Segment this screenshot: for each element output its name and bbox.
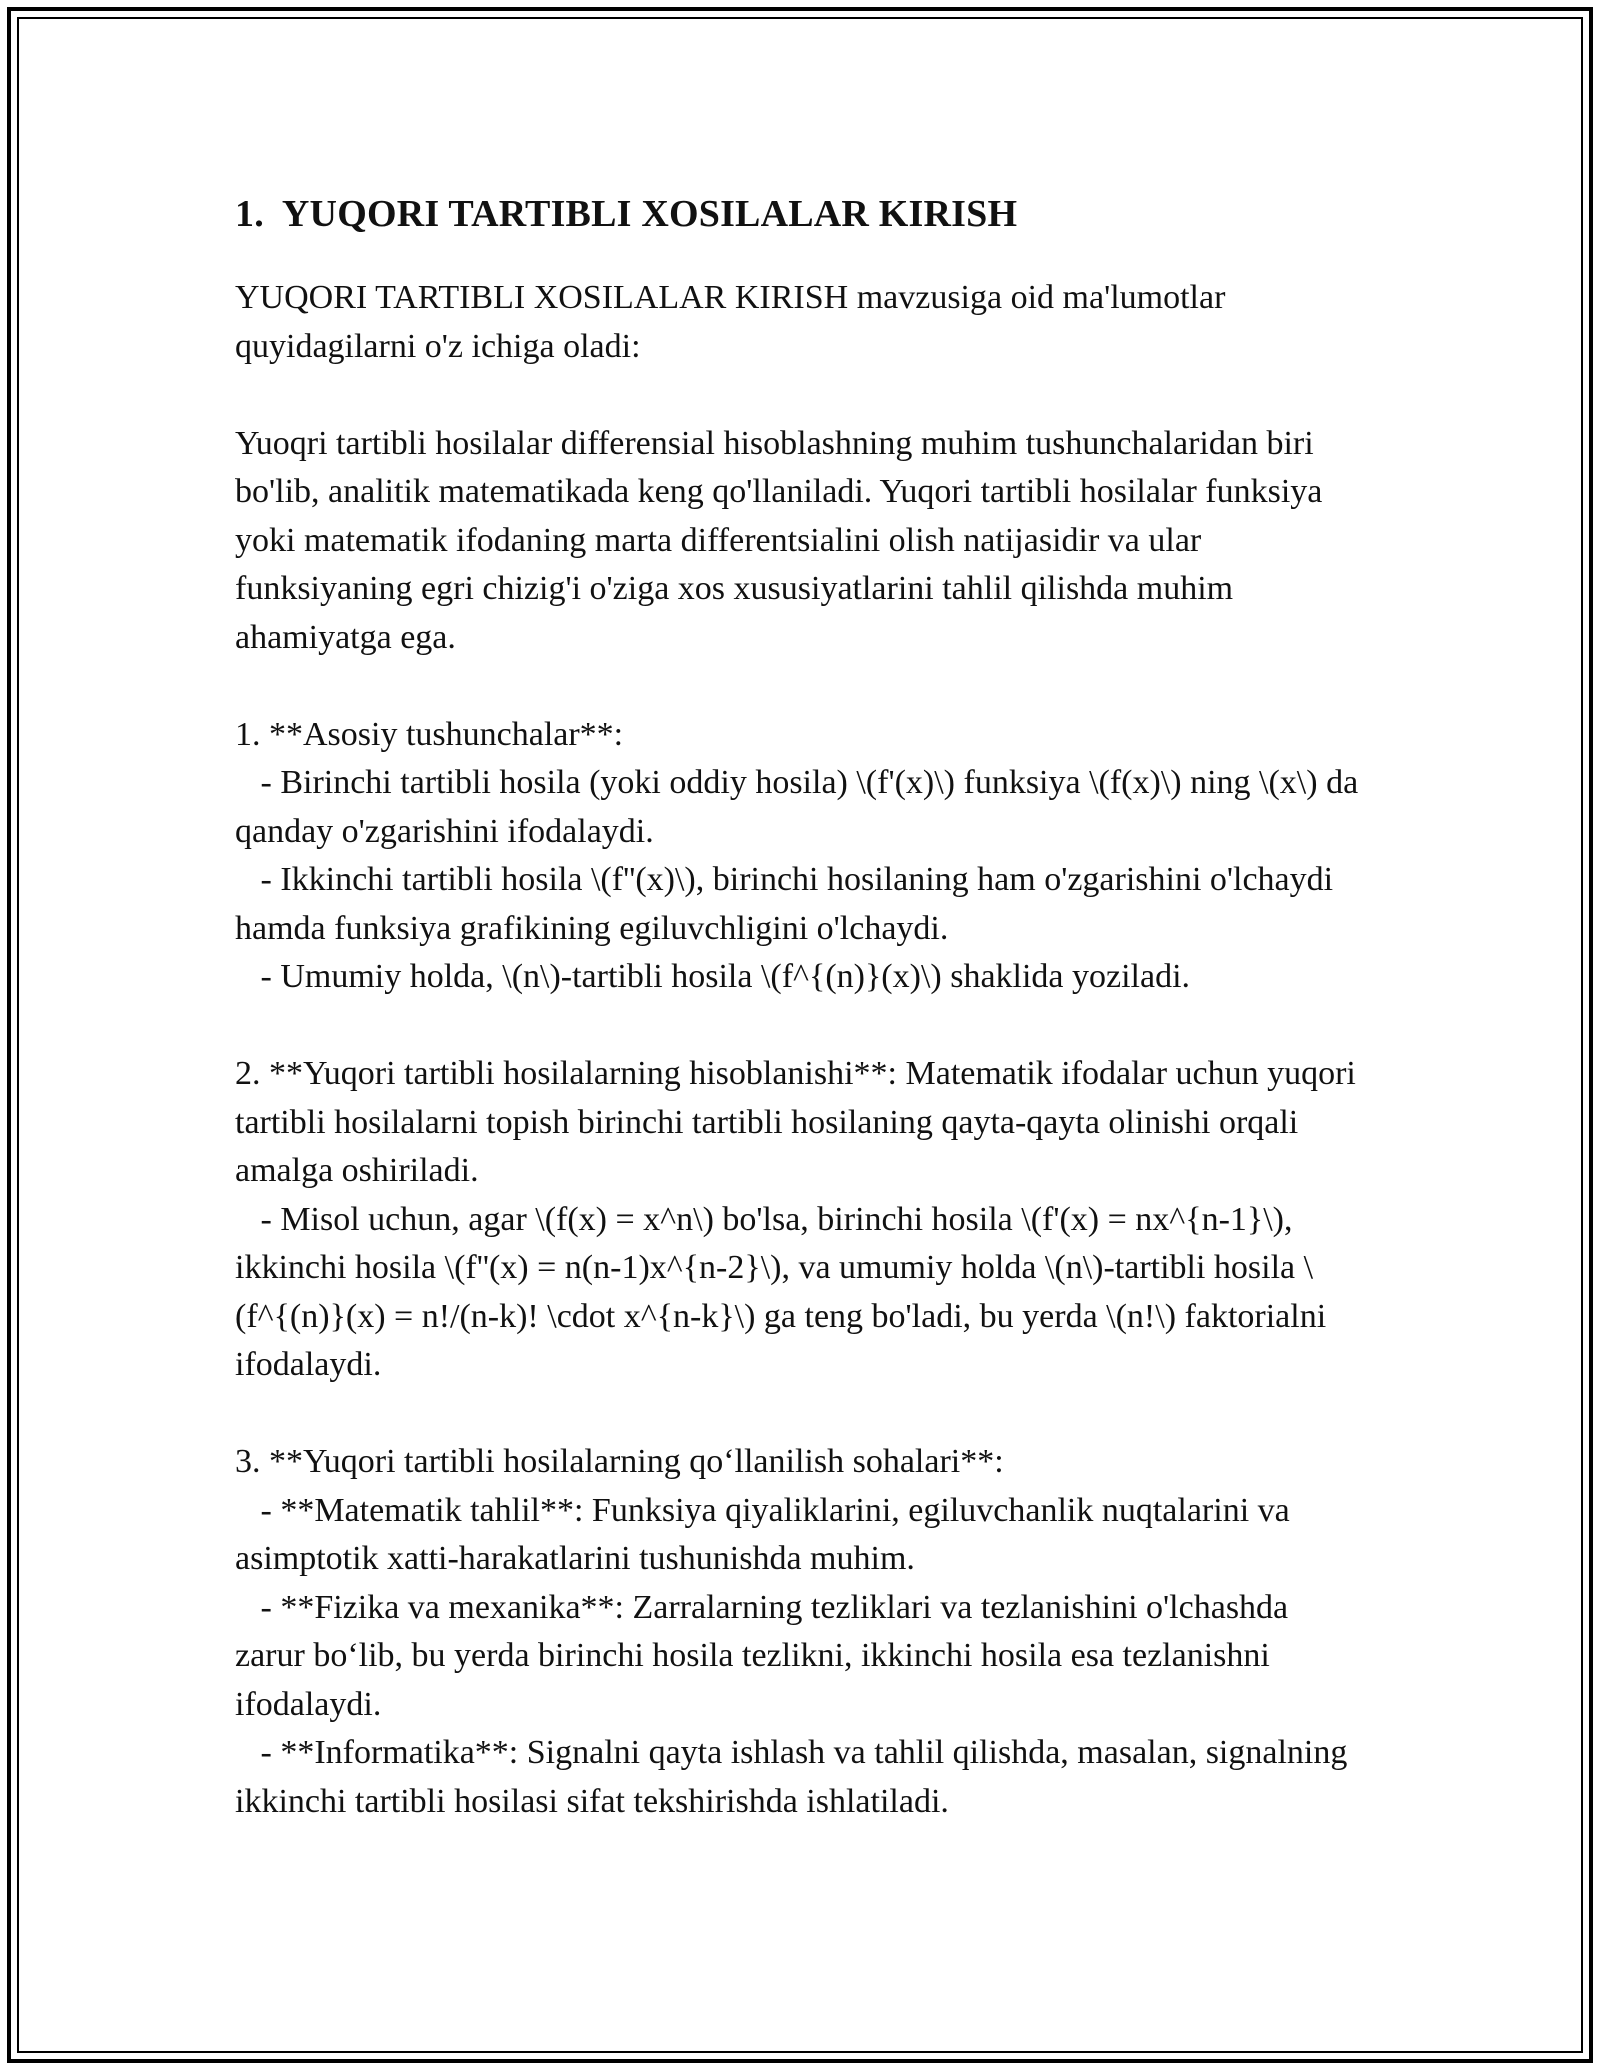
section-3-bullet: - **Informatika**: Signalni qayta ishlash va tahlil qilishda, masalan, signalning ikkinchi tartibli hosilasi sifat tekshirishda ishlatiladi. bbox=[235, 1734, 1356, 1820]
page-title bbox=[235, 186, 1365, 242]
body-paragraph: Yuoqri tartibli hosilalar differensial hisoblashning muhim tushunchalaridan biri bo'lib, analitik matematikada keng qo'llaniladi. Yuqori tartibli hosilalar funksiya yoki matematik ifodaning marta differentsialini olish natijasidir va ular funksiyaning egri chizig'i o'ziga xos xususiyatlarini tahlil qilishda muhim ahamiyatga ega. bbox=[235, 424, 1331, 656]
section-1-bullet: - Birinchi tartibli hosila (yoki oddiy hosila) \(f'(x)\) funksiya \(f(x)\) ning \(x\) da qanday o'zgarishini ifodalaydi. bbox=[235, 764, 1367, 850]
section-2-heading: 2. **Yuqori tartibli hosilalarning hisoblanishi**: Matematik ifodalar uchun yuqori tartibli hosilalarni topish birinchi tartibli hosilaning qayta-qayta olinishi orqali amalga oshiriladi. bbox=[235, 1055, 1365, 1189]
paragraph-gap bbox=[235, 1390, 1365, 1439]
title-number: 1. bbox=[235, 193, 264, 235]
section-3-heading: 3. **Yuqori tartibli hosilalarning qo‘llanilish sohalari**: bbox=[235, 1443, 1004, 1480]
section-1-heading: 1. **Asosiy tushunchalar**: bbox=[235, 715, 624, 753]
title-text: YUQORI TARTIBLI XOSILALAR KIRISH bbox=[281, 193, 1018, 235]
section-1-bullet: - Ikkinchi tartibli hosila \(f''(x)\), birinchi hosilaning ham o'zgarishini o'lchaydi hamda funksiya grafikining egiluvchligini o'lchaydi. bbox=[235, 861, 1342, 947]
document-content bbox=[235, 186, 1365, 1826]
paragraph-gap bbox=[235, 662, 1365, 711]
section-2-bullet: - Misol uchun, agar \(f(x) = x^n\) bo'lsa, birinchi hosila \(f'(x) = nx^{n-1}\), ikkinchi hosila \(f''(x) = n(n-1)x^{n-2}\), va umumiy holda \(n\)-tartibli hosila \(f^{(n)}(x) = n!/(n-k)! \cdot x^{n-k}\) ga teng bo'ladi, bu yerda \(n!\) faktorialni ifodalaydi. bbox=[235, 1200, 1335, 1383]
section-1-bullet: - Umumiy holda, \(n\)-tartibli hosila \(f^{(n)}(x)\) shaklida yoziladi. bbox=[235, 958, 1191, 995]
section-3-bullet: - **Matematik tahlil**: Funksiya qiyaliklarini, egiluvchanlik nuqtalarini va asimptotik xatti-harakatlarini tushunishda muhim. bbox=[235, 1491, 1299, 1577]
intro-paragraph: YUQORI TARTIBLI XOSILALAR KIRISH mavzusiga oid ma'lumotlar quyidagilarni o'z ichiga oladi: bbox=[235, 279, 1234, 365]
paragraph-gap bbox=[235, 1002, 1365, 1051]
paragraph-gap bbox=[235, 371, 1365, 420]
section-3-bullet: - **Fizika va mexanika**: Zarralarning tezliklari va tezlanishini o'lchashda zarur bo‘lib, bu yerda birinchi hosila tezlikni, ikkinchi hosila esa tezlanishni ifodalaydi. bbox=[235, 1588, 1297, 1723]
